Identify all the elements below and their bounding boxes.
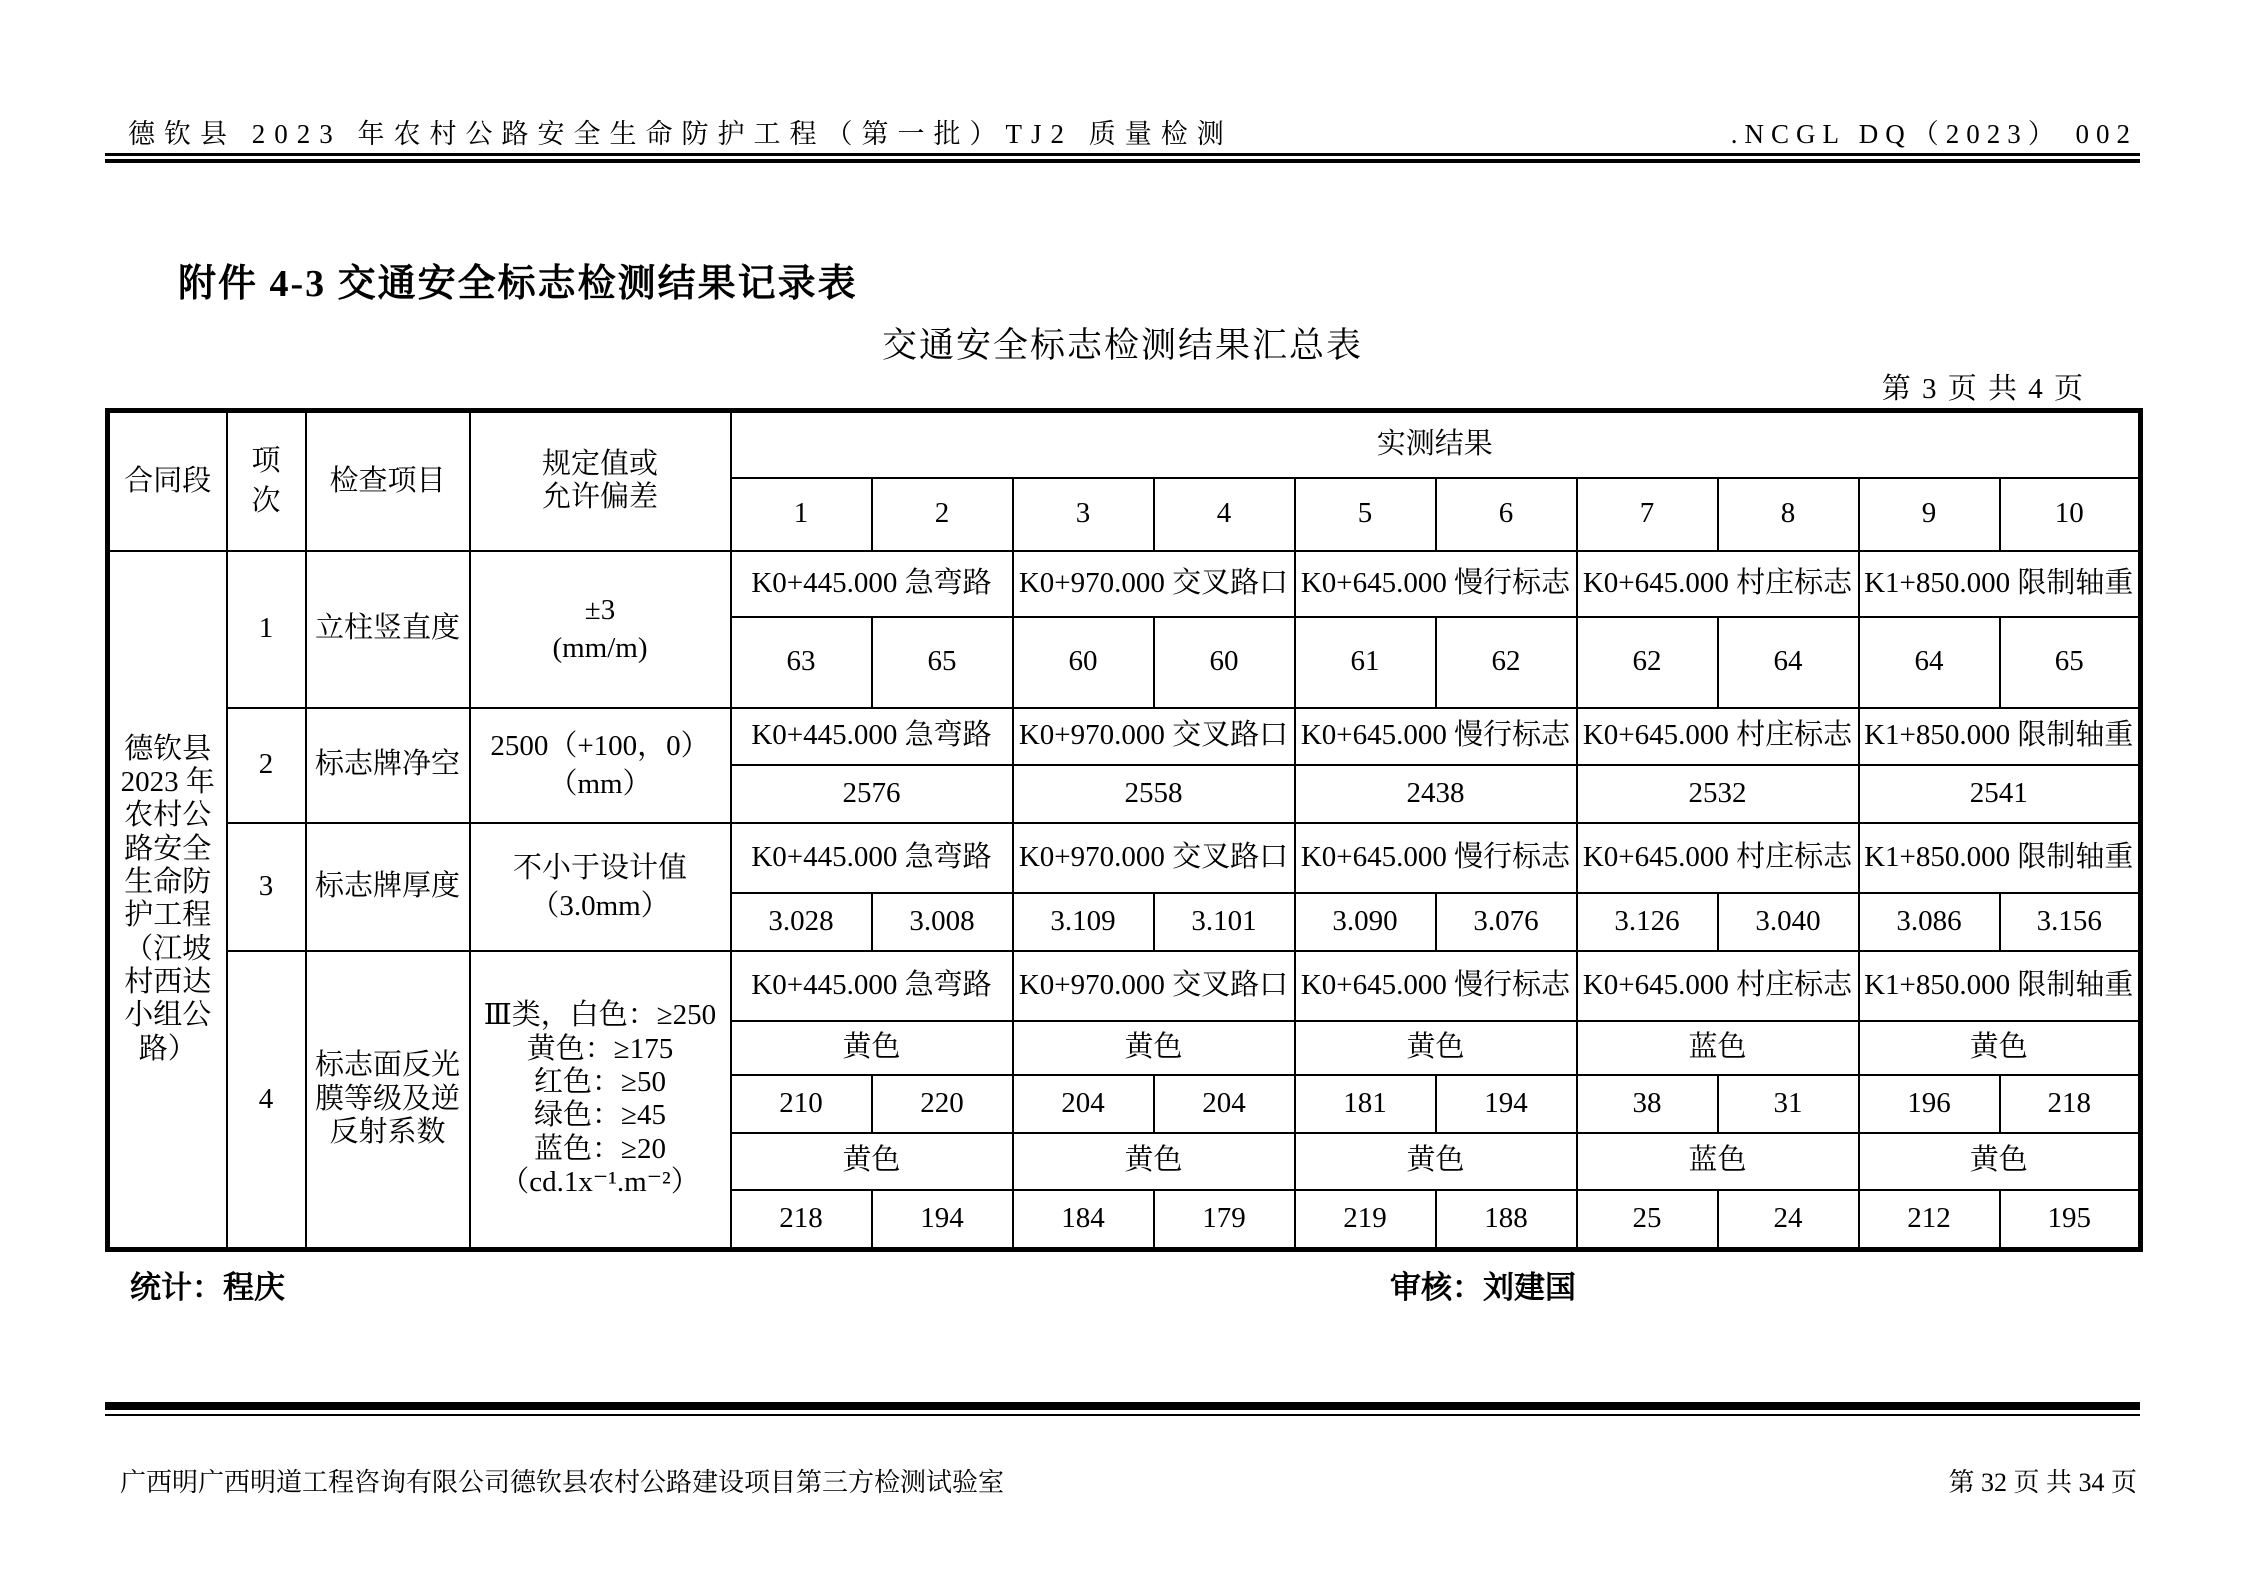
value-cell: 3.109: [1013, 893, 1154, 951]
item1-spec-line1: ±3: [584, 594, 616, 626]
station-cell: K0+445.000 急弯路: [731, 951, 1013, 1021]
col-header-spec: [470, 411, 731, 551]
item4-spec-line6: （cd.1x⁻¹.m⁻²）: [500, 1165, 700, 1198]
statistician-signature: 统计：程庆: [130, 1270, 285, 1305]
measure-col-number: 2: [872, 478, 1013, 551]
item3-spec-line2: （3.0mm）: [530, 889, 670, 922]
value-cell: 31: [1718, 1075, 1859, 1133]
value-cell: 194: [1436, 1075, 1577, 1133]
col-header-contract: 合同段: [108, 411, 227, 551]
spec-header-line1: 规定值或: [541, 447, 658, 480]
station-cell: K1+850.000 限制轴重: [1859, 951, 2141, 1021]
col-header-measured: 实测结果: [731, 411, 2141, 478]
station-cell: K0+645.000 慢行标志: [1295, 823, 1577, 893]
value-cell: 60: [1154, 617, 1295, 708]
color-cell: 黄色: [1859, 1021, 2141, 1075]
value-cell: 218: [731, 1190, 872, 1250]
col-header-item-no-label: 项次: [251, 444, 281, 518]
value-cell: 210: [731, 1075, 872, 1133]
item3-name: 标志牌厚度: [306, 823, 470, 951]
value-cell: 2532: [1577, 765, 1859, 823]
station-cell: K0+645.000 慢行标志: [1295, 551, 1577, 617]
item1-name: 立柱竖直度: [306, 551, 470, 708]
value-cell: 219: [1295, 1190, 1436, 1250]
station-cell: K0+445.000 急弯路: [731, 551, 1013, 617]
color-cell: 黄色: [1013, 1021, 1295, 1075]
station-cell: K0+970.000 交叉路口: [1013, 823, 1295, 893]
item3-no: 3: [227, 823, 306, 951]
footer-page-number: 第 32 页 共 34 页: [1948, 1468, 2137, 1497]
item3-spec: [470, 823, 731, 951]
value-cell: 60: [1013, 617, 1154, 708]
contract-section-cell: 德钦县 2023 年农村公路安全生命防护工程（江坡村西达小组公路）: [108, 551, 227, 1250]
item2-name: 标志牌净空: [306, 708, 470, 823]
color-cell: 黄色: [1295, 1021, 1577, 1075]
station-cell: K0+445.000 急弯路: [731, 823, 1013, 893]
color-cell: 黄色: [1013, 1133, 1295, 1190]
item2-spec-line1: 2500（+100，0）: [490, 730, 710, 762]
color-cell: 蓝色: [1577, 1133, 1859, 1190]
value-cell: 64: [1718, 617, 1859, 708]
footer-lab-name: 广西明广西明道工程咨询有限公司德钦县农村公路建设项目第三方检测试验室: [120, 1468, 1005, 1497]
item4-no: 4: [227, 951, 306, 1250]
value-cell: 184: [1013, 1190, 1154, 1250]
value-cell: 196: [1859, 1075, 2000, 1133]
value-cell: 3.156: [2000, 893, 2141, 951]
station-cell: K1+850.000 限制轴重: [1859, 551, 2141, 617]
header-divider-rule: [105, 153, 2140, 163]
station-cell: K0+645.000 慢行标志: [1295, 951, 1577, 1021]
item2-no: 2: [227, 708, 306, 823]
header-document-number: .NCGL DQ（2023） 002: [1730, 119, 2137, 149]
item1-spec: [470, 551, 731, 708]
running-footer: [120, 1462, 2137, 1499]
value-cell: 179: [1154, 1190, 1295, 1250]
item2-spec-line2: （mm）: [548, 768, 652, 800]
value-cell: 2576: [731, 765, 1013, 823]
value-cell: 204: [1154, 1075, 1295, 1133]
attachment-title: 附件 4-3 交通安全标志检测结果记录表: [178, 263, 858, 305]
item4-spec: [470, 951, 731, 1250]
measure-col-number: 1: [731, 478, 872, 551]
value-cell: 3.028: [731, 893, 872, 951]
station-cell: K0+970.000 交叉路口: [1013, 551, 1295, 617]
measure-col-number: 9: [1859, 478, 2000, 551]
value-cell: 24: [1718, 1190, 1859, 1250]
inspection-result-table: [105, 408, 2143, 1252]
measure-col-number: 5: [1295, 478, 1436, 551]
value-cell: 3.040: [1718, 893, 1859, 951]
value-cell: 25: [1577, 1190, 1718, 1250]
value-cell: 195: [2000, 1190, 2141, 1250]
reviewer-signature: 审核：刘建国: [1390, 1270, 1576, 1305]
value-cell: 3.008: [872, 893, 1013, 951]
item4-spec-line4: 绿色：≥45: [534, 1099, 666, 1132]
value-cell: 188: [1436, 1190, 1577, 1250]
value-cell: 212: [1859, 1190, 2000, 1250]
station-cell: K0+970.000 交叉路口: [1013, 951, 1295, 1021]
signature-row: [0, 1262, 2245, 1306]
measure-col-number: 10: [2000, 478, 2141, 551]
color-cell: 蓝色: [1577, 1021, 1859, 1075]
value-cell: 181: [1295, 1075, 1436, 1133]
value-cell: 61: [1295, 617, 1436, 708]
color-cell: 黄色: [731, 1133, 1013, 1190]
measure-col-number: 6: [1436, 478, 1577, 551]
item1-spec-line2: (mm/m): [552, 632, 648, 664]
station-cell: K0+645.000 村庄标志: [1577, 708, 1859, 765]
station-cell: K0+645.000 村庄标志: [1577, 551, 1859, 617]
color-cell: 黄色: [1295, 1133, 1577, 1190]
station-cell: K0+645.000 村庄标志: [1577, 951, 1859, 1021]
color-cell: 黄色: [731, 1021, 1013, 1075]
col-header-item-no: [227, 411, 306, 551]
measure-col-number: 7: [1577, 478, 1718, 551]
item4-spec-line5: 蓝色：≥20: [534, 1132, 666, 1165]
color-cell: 黄色: [1859, 1133, 2141, 1190]
measure-col-number: 3: [1013, 478, 1154, 551]
value-cell: 65: [2000, 617, 2141, 708]
value-cell: 65: [872, 617, 1013, 708]
measure-col-number: 8: [1718, 478, 1859, 551]
header-project-title: 德钦县 2023 年农村公路安全生命防护工程（第一批）TJ2 质量检测: [128, 119, 1233, 149]
station-cell: K0+645.000 慢行标志: [1295, 708, 1577, 765]
value-cell: 204: [1013, 1075, 1154, 1133]
value-cell: 2541: [1859, 765, 2141, 823]
col-header-inspect-item: 检查项目: [306, 411, 470, 551]
station-cell: K0+445.000 急弯路: [731, 708, 1013, 765]
value-cell: 2558: [1013, 765, 1295, 823]
value-cell: 220: [872, 1075, 1013, 1133]
value-cell: 64: [1859, 617, 2000, 708]
value-cell: 218: [2000, 1075, 2141, 1133]
value-cell: 62: [1436, 617, 1577, 708]
station-cell: K0+645.000 村庄标志: [1577, 823, 1859, 893]
value-cell: 3.101: [1154, 893, 1295, 951]
value-cell: 38: [1577, 1075, 1718, 1133]
footer-divider-rule: [105, 1402, 2140, 1416]
value-cell: 63: [731, 617, 872, 708]
value-cell: 3.076: [1436, 893, 1577, 951]
table-title: 交通安全标志检测结果汇总表: [881, 326, 1363, 365]
station-cell: K0+970.000 交叉路口: [1013, 708, 1295, 765]
measure-col-number: 4: [1154, 478, 1295, 551]
station-cell: K1+850.000 限制轴重: [1859, 823, 2141, 893]
value-cell: 2438: [1295, 765, 1577, 823]
value-cell: 3.126: [1577, 893, 1718, 951]
value-cell: 194: [872, 1190, 1013, 1250]
item4-spec-line3: 红色：≥50: [534, 1065, 666, 1098]
item2-spec: [470, 708, 731, 823]
value-cell: 62: [1577, 617, 1718, 708]
value-cell: 3.090: [1295, 893, 1436, 951]
item4-spec-line2: 黄色：≥175: [526, 1032, 674, 1065]
sheet-page-note: 第 3 页 共 4 页: [1881, 373, 2085, 405]
station-cell: K1+850.000 限制轴重: [1859, 708, 2141, 765]
value-cell: 3.086: [1859, 893, 2000, 951]
running-header: [128, 112, 2137, 151]
spec-header-line2: 允许偏差: [541, 481, 658, 514]
item4-spec-line1: Ⅲ类，白色：≥250: [483, 999, 717, 1032]
item1-no: 1: [227, 551, 306, 708]
item4-name: 标志面反光膜等级及逆反射系数: [306, 951, 470, 1250]
item3-spec-line1: 不小于设计值: [512, 851, 687, 884]
